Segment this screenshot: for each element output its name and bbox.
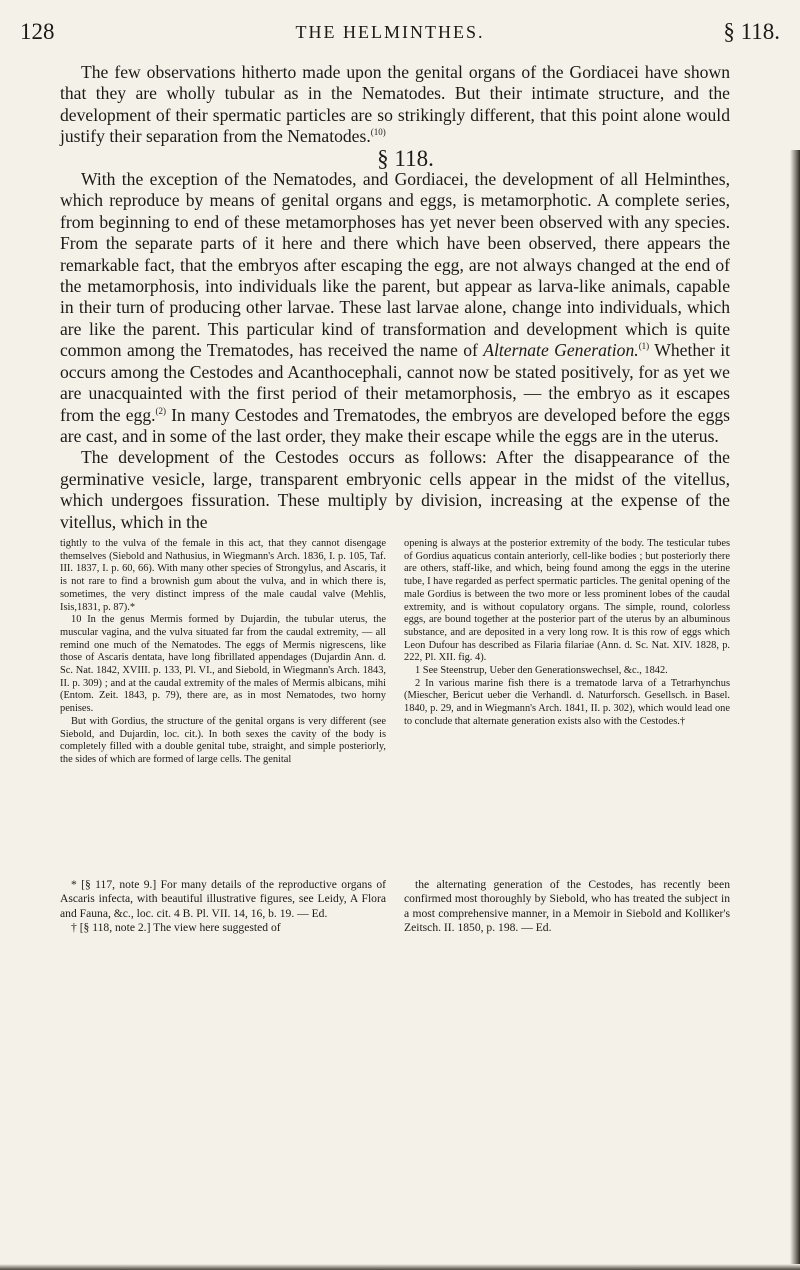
paragraph-text: In many Cestodes and Trematodes, the embryos are developed before the eggs are cast, and in some of the last order, they make their escape while the eggs are in the uterus. bbox=[60, 404, 731, 446]
note-ref-2: (2) bbox=[155, 405, 167, 416]
editor-note-star: * [§ 117, note 9.] For many details of the reproductive organs of Ascaris infecta, with beautiful illustrative figures, see Leidy, A Flora and Fauna, &c., loc. cit. 4 B. Pl. VII. 14, 16, b. 19. — Ed. bbox=[60, 878, 386, 920]
section-heading: § 118. bbox=[377, 145, 434, 171]
paragraph-development bbox=[60, 169, 730, 447]
footnotes bbox=[60, 538, 730, 767]
running-header bbox=[20, 16, 780, 48]
main-text bbox=[60, 62, 730, 533]
emphasized-term: Alternate Generation. bbox=[483, 340, 639, 361]
editor-notes-right-column bbox=[404, 878, 730, 935]
paragraph-text: Whether it occurs among the Cestodes and Acanthocephali, cannot now be stated positively, for as yet we are unacquainted with the first period of their metamorphosis, — the embryo as it escapes from the egg. bbox=[60, 340, 730, 425]
header-section-number: § 118. bbox=[723, 19, 780, 44]
footnote-10: 10 In the genus Mermis formed by Dujardin, the tubular uterus, the muscular vagina, and the vulva situated far from the caudal extremity, — all remind one much of the Nematodes. The eggs of Mermis nigrescens, like those of Ascaris dentata, have long fibrillated appendages (Dujardin Ann. d. Sc. Nat. 1842, XVIII. p. 133, Pl. VI., and Siebold, in Wiegmann's Arch. 1843, II. p. 309) ; and at the caudal extremity of the males of Mermis albicans, mihi (Entom. Zeit. 1843, p. 79), there are, as in most Nematodes, two horny penises. bbox=[60, 614, 386, 715]
page-bottom-edge bbox=[0, 1264, 800, 1270]
footnote-continuation: opening is always at the posterior extremity of the body. The testicular tubes of Gordius aquaticus contain anteriorly, cell-like bodies ; but posteriorly there are others, staff-like, and which, being found among the eggs in the uterine tube, I have regarded as perfect spermatic particles. The genital opening of the male Gordius is between the two more or less prominent lobes of the caudal extremity, and is without copulatory organs. The simple, round, colorless eggs, are bound together at the posterior part of the uterus by an albuminous substance, and are deposited in a very long row. It is this row of eggs which Leon Dufour has described as Filaria filariae (Ann. d. Sc. Nat. XIV. 1828, p. 222, Pl. XII. fig. 4). bbox=[404, 538, 730, 664]
footnote-2: 2 In various marine fish there is a trematode larva of a Tetrarhynchus (Miescher, Bericut ueber die Verhandl. d. Naturforsch. Gesellsch. in Basel. 1840, p. 29, and in Wiegmann's Arch. 1841, II. p. 302), which would lead one to conclude that alternate generation exists also with the Cestodes.† bbox=[404, 677, 730, 727]
paragraph-text: The few observations hitherto made upon the genital organs of the Gordiacei have shown that they are wholly tubular as in the Nematodes. But their intimate structure, and the development of their spermatic particles are so strikingly different, that this point alone would justify their separation from the Nematodes. bbox=[60, 62, 730, 147]
editor-note-dagger: † [§ 118, note 2.] The view here suggested of bbox=[71, 920, 281, 934]
note-ref-10: (10) bbox=[370, 127, 386, 138]
footnote-gordius: But with Gordius, the structure of the genital organs is very different (see Siebold, and Dujardin, loc. cit.). In both sexes the cavity of the body is completely filled with a double genital tube, straight, and simple posteriorly, the sides of which are formed of large cells. The genital bbox=[60, 715, 386, 765]
page-edge-shadow bbox=[790, 150, 800, 1270]
editor-note-continuation: the alternating generation of the Cestodes, has recently been confirmed most thoroughly by Siebold, who has treated the subject in a most comprehensive manner, in a Memoir in Siebold and Kolliker's Zeitsch. II. 1850, p. 198. — Ed. bbox=[404, 878, 730, 934]
note-ref-1: (1) bbox=[638, 341, 650, 352]
paragraph-cestodes: The development of the Cestodes occurs as follows: After the disappearance of the germinative vesicle, large, transparent embryonic cells appear in the midst of the vitellus, which undergoes fissuration. These multiply by division, increasing at the expense of the vitellus, which in the bbox=[60, 447, 730, 532]
editor-notes bbox=[60, 878, 730, 935]
page-number: 128 bbox=[20, 19, 55, 44]
editor-notes-left-column bbox=[60, 878, 386, 935]
running-title: THE HELMINTHES. bbox=[295, 21, 485, 42]
footnotes-right-column bbox=[404, 538, 730, 767]
footnote-1: 1 See Steenstrup, Ueber den Generationswechsel, &c., 1842. bbox=[415, 665, 668, 677]
footnote-continuation: tightly to the vulva of the female in this act, that they cannot disengage themselves (Siebold and Nathusius, in Wiegmann's Arch. 1836, I. p. 105, Taf. III. 1837, I. p. 60, 66). With many other species of Strongylus, and Ascaris, it is not rare to find a brownish gum about the vulva, and in which there is, sometimes, the very distinct impress of the male caudal valve (Mehlis, Isis,1831, p. 87).* bbox=[60, 538, 386, 613]
paragraph-gordiacei bbox=[60, 62, 730, 148]
paragraph-text: With the exception of the Nematodes, and Gordiacei, the development of all Helminthes, which reproduce by means of genital organs and eggs, is metamorphotic. A complete series, from beginning to end of these metamorphoses has yet never been observed with any species. From the separate parts of it here and there which have been observed, there appears the remarkable fact, that the embryos after escaping the egg, are not always changed at the end of the metamorphosis, into individuals like the parent, but appear as larva-like animals, capable in their turn of producing other larvae. These last larvae alone, change into individuals, which are like the parent. This particular kind of transformation and development which is quite common among the Trematodes, has received the name of bbox=[60, 169, 730, 361]
footnotes-left-column bbox=[60, 538, 386, 767]
